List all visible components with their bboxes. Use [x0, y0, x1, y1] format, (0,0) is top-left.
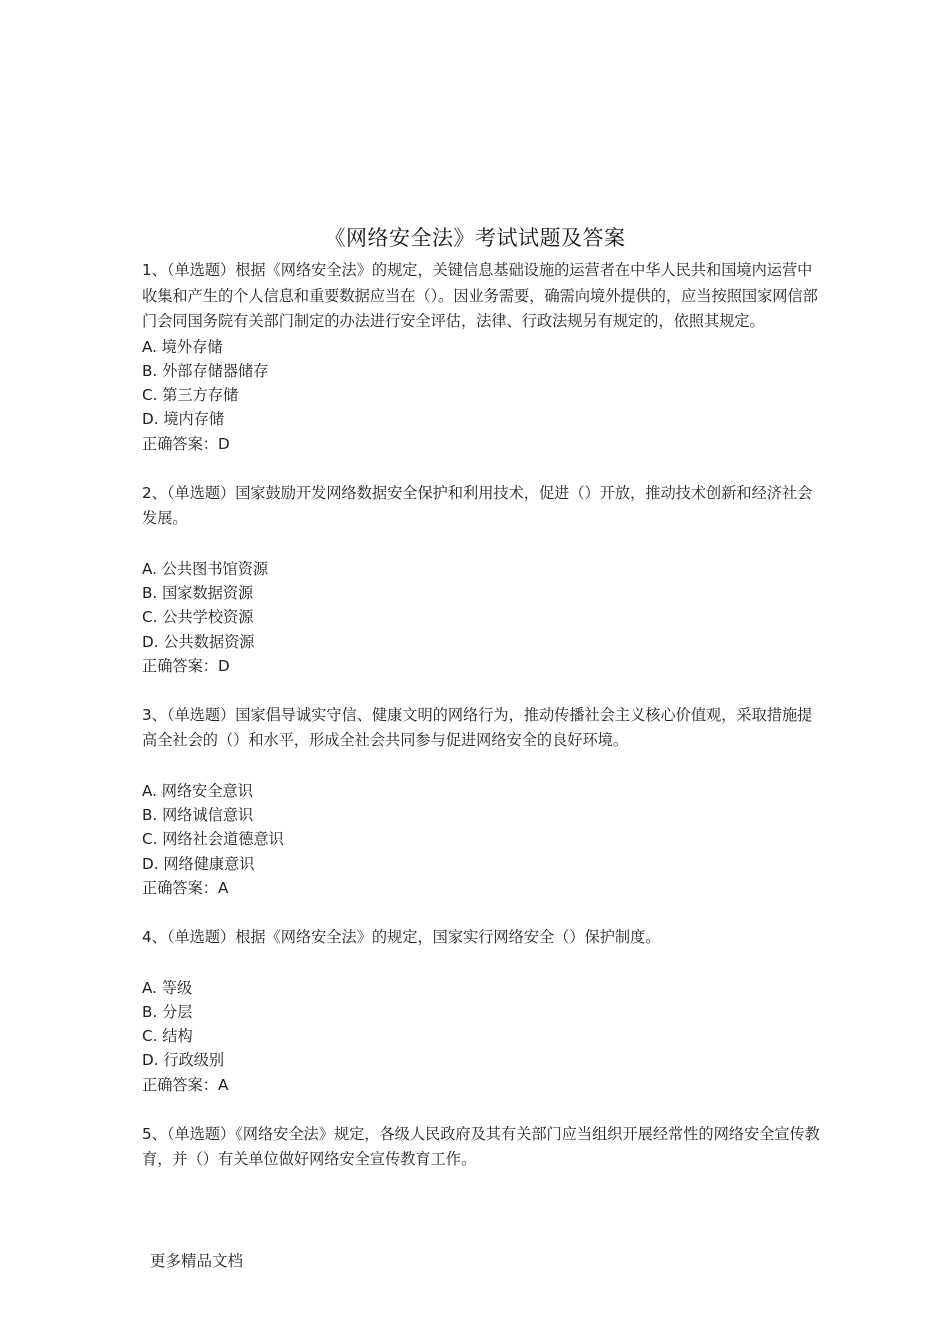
question-gap: [142, 679, 822, 703]
option-text: 等级: [161, 978, 193, 997]
blank-line: [142, 754, 822, 779]
question-2-option-d: [142, 630, 822, 654]
question-3-option-c: [142, 827, 822, 851]
option-text: 网络社会道德意识: [162, 830, 284, 849]
option-text: 国家数据资源: [162, 583, 254, 602]
option-text: 第三方存储: [162, 386, 239, 405]
option-letter: D.: [142, 632, 159, 651]
question-3-option-b: [142, 803, 822, 827]
question-4-number: 4、: [142, 928, 167, 947]
question-2-answer: [142, 654, 822, 679]
question-5: [142, 1122, 822, 1173]
question-1-option-c: [142, 383, 822, 407]
option-letter: C.: [142, 1027, 158, 1046]
option-text: 外部存储器储存: [162, 361, 269, 380]
answer-value: D: [217, 656, 230, 675]
question-1-option-d: [142, 407, 822, 431]
question-3-option-d: [142, 852, 822, 876]
question-gap: [142, 1098, 822, 1122]
question-2-number: 2、: [142, 483, 167, 502]
question-1-option-b: [142, 359, 822, 383]
question-2-options: [142, 557, 822, 654]
footer-watermark-text: 更多精品文档: [150, 1252, 244, 1270]
question-4-option-d: [142, 1048, 822, 1072]
option-letter: A.: [142, 781, 157, 800]
question-gap: [142, 457, 822, 481]
option-letter: D.: [142, 854, 159, 873]
answer-value: D: [217, 434, 230, 453]
question-4: [142, 925, 822, 1098]
question-1-option-a: [142, 335, 822, 359]
question-2-option-c: [142, 605, 822, 629]
answer-prefix: 正确答案：: [142, 434, 218, 453]
question-2-option-b: [142, 581, 822, 605]
question-3-option-a: [142, 779, 822, 803]
question-2-option-a: [142, 557, 822, 581]
question-1-stem: （单选题）根据《网络安全法》的规定，关键信息基础设施的运营者在中华人民共和国境内运营中收集和产生的个人信息和重要数据应当在（）。因业务需要，确需向境外提供的，应当按照国家网信部门会同国务院有关部门制定的办法进行安全评估，法律、行政法规另有规定的，依照其规定。: [142, 261, 818, 330]
question-2: [142, 481, 822, 679]
answer-value: A: [217, 1075, 229, 1094]
question-2-text: [142, 481, 822, 532]
question-1-answer: [142, 432, 822, 457]
option-text: 公共数据资源: [163, 632, 255, 651]
option-letter: C.: [142, 386, 158, 405]
question-4-option-a: [142, 976, 822, 1000]
question-5-text: [142, 1122, 822, 1173]
option-letter: B.: [142, 361, 158, 380]
question-1-number: 1、: [142, 261, 167, 279]
answer-prefix: 正确答案：: [142, 879, 218, 898]
option-text: 境内存储: [163, 410, 225, 429]
option-text: 行政级别: [163, 1051, 225, 1070]
option-letter: B.: [142, 806, 158, 825]
question-4-stem: （单选题）根据《网络安全法》的规定，国家实行网络安全（）保护制度。: [166, 928, 661, 947]
option-letter: B.: [142, 1002, 158, 1021]
option-text: 境外存储: [161, 337, 223, 356]
question-4-option-c: [142, 1024, 822, 1048]
blank-line: [142, 532, 822, 557]
option-letter: D.: [142, 410, 159, 429]
question-5-stem: （单选题）《网络安全法》规定，各级人民政府及其有关部门应当组织开展经常性的网络安全宣传教育，并（）有关单位做好网络安全宣传教育工作。: [142, 1124, 820, 1169]
question-1-options: [142, 335, 822, 432]
answer-prefix: 正确答案：: [142, 656, 218, 675]
question-3-text: [142, 703, 822, 754]
question-4-text: [142, 925, 822, 951]
option-letter: A.: [142, 978, 157, 997]
question-1-text: [142, 258, 822, 335]
question-3-options: [142, 779, 822, 876]
option-text: 网络安全意识: [161, 781, 253, 800]
option-text: 网络诚信意识: [162, 806, 254, 825]
option-text: 公共图书馆资源: [161, 559, 269, 578]
question-4-options: [142, 976, 822, 1073]
question-5-number: 5、: [142, 1124, 167, 1143]
question-3-number: 3、: [142, 705, 167, 724]
question-4-option-b: [142, 1000, 822, 1024]
option-text: 网络健康意识: [163, 854, 255, 873]
blank-line: [142, 951, 822, 976]
option-letter: A.: [142, 337, 157, 356]
question-2-stem: （单选题）国家鼓励开发网络数据安全保护和利用技术，促进（）开放，推动技术创新和经济社会发展。: [142, 483, 813, 528]
question-1: [142, 258, 822, 457]
option-letter: B.: [142, 583, 158, 602]
question-gap: [142, 901, 822, 925]
document-title: 《网络安全法》考试试题及答案: [324, 226, 626, 250]
answer-prefix: 正确答案：: [142, 1075, 218, 1094]
option-letter: D.: [142, 1051, 159, 1070]
question-4-answer: [142, 1073, 822, 1098]
question-3-stem: （单选题）国家倡导诚实守信、健康文明的网络行为，推动传播社会主义核心价值观，采取措施提高全社会的（）和水平，形成全社会共同参与促进网络安全的良好环境。: [142, 705, 813, 750]
option-letter: C.: [142, 830, 158, 849]
option-text: 公共学校资源: [162, 608, 254, 627]
option-letter: C.: [142, 608, 158, 627]
answer-value: A: [217, 879, 229, 898]
question-3-answer: [142, 876, 822, 901]
question-3: [142, 703, 822, 901]
option-letter: A.: [142, 559, 157, 578]
question-list: [142, 258, 822, 1173]
option-text: 结构: [162, 1027, 193, 1046]
option-text: 分层: [162, 1002, 193, 1021]
